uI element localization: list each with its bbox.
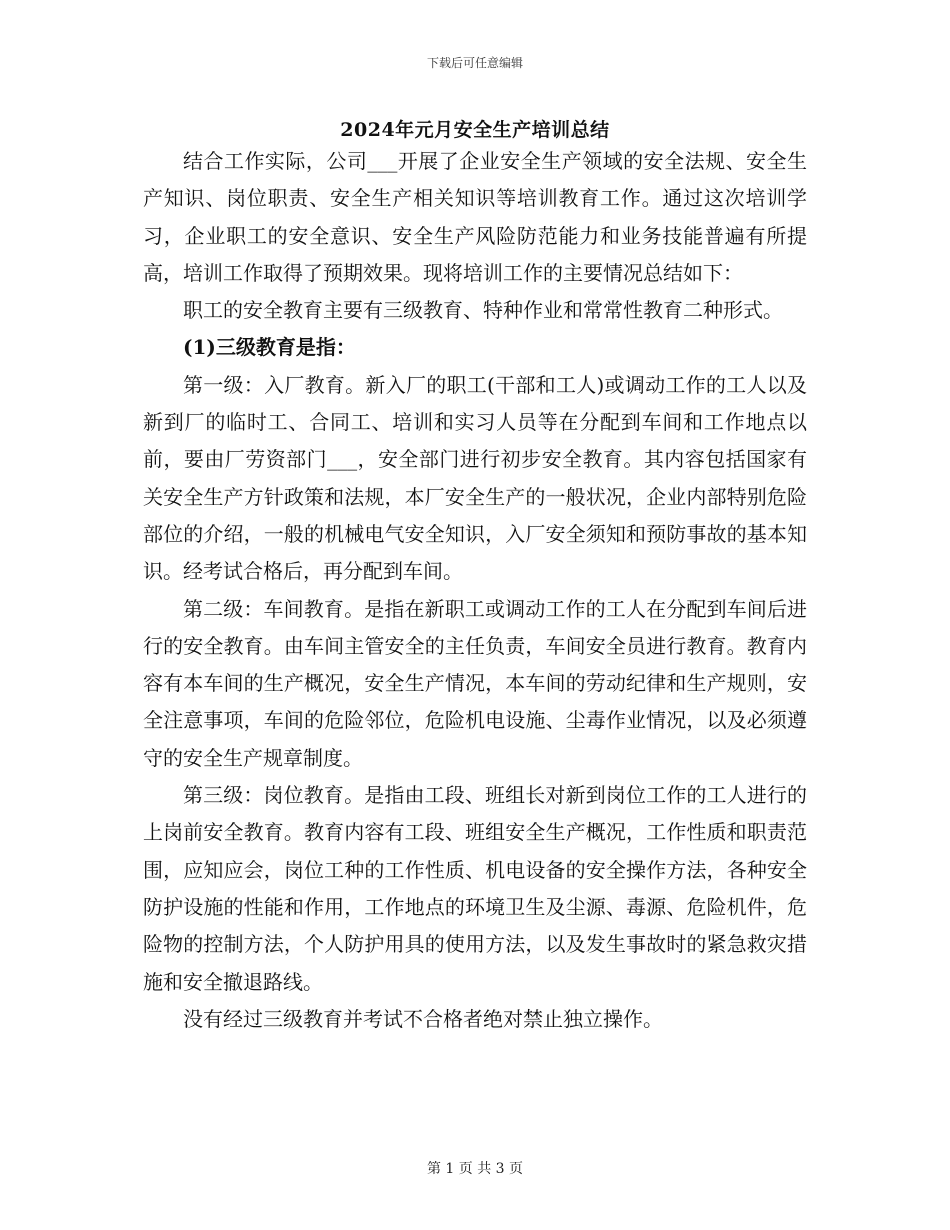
paragraph-level-one: 第一级：入厂教育。新入厂的职工(干部和工人)或调动工作的工人以及新到厂的临时工、合同工、培训和实习人员等在分配到车间和工作地点以前，要由厂劳资部门___，安全部门进行初步安全教育。其内容包括国家有关安全生产方针政策和法规，本厂安全生产的一般状况，企业内部特别危险部位的介绍，一般的机械电气安全知识，入厂安全须知和预防事故的基本知识。经考试合格后，再分配到车间。 bbox=[143, 372, 807, 584]
paragraph-intro: 结合工作实际，公司___开展了企业安全生产领域的安全法规、安全生产知识、岗位职责、安全生产相关知识等培训教育工作。通过这次培训学习，企业职工的安全意识、安全生产风险防范能力和业务技能普遍有所提高，培训工作取得了预期效果。现将培训工作的主要情况总结如下： bbox=[143, 149, 807, 285]
document-title: 2024年元月安全生产培训总结 bbox=[340, 119, 610, 141]
page-header-note: 下载后可任意编辑 bbox=[426, 56, 523, 70]
paragraph-education-forms: 职工的安全教育主要有三级教育、特种作业和常常性教育二种形式。 bbox=[183, 298, 783, 323]
subheading-three-level-education: (1)三级教育是指： bbox=[183, 335, 356, 360]
document-body bbox=[143, 143, 807, 1038]
page-number: 第 1 页 共 3 页 bbox=[426, 1161, 524, 1177]
paragraph-level-two: 第二级：车间教育。是指在新职工或调动工作的工人在分配到车间后进行的安全教育。由车间主管安全的主任负责，车间安全员进行教育。教育内容有本车间的生产概况，安全生产情况，本车间的劳动纪律和生产规则，安全注意事项，车间的危险邻位，危险机电设施、尘毒作业情况，以及必须遵守的安全生产规章制度。 bbox=[143, 596, 807, 770]
paragraph-level-three: 第三级：岗位教育。是指由工段、班组长对新到岗位工作的工人进行的上岗前安全教育。教育内容有工段、班组安全生产概况，工作性质和职责范围，应知应会，岗位工种的工作性质、机电设备的安全操作方法，各种安全防护设施的性能和作用，工作地点的环境卫生及尘源、毒源、危险机件，危险物的控制方法，个人防护用具的使用方法，以及发生事故时的紧急救灾措施和安全撤退路线。 bbox=[143, 783, 807, 994]
paragraph-prohibition: 没有经过三级教育并考试不合格者绝对禁止独立操作。 bbox=[183, 1006, 663, 1031]
